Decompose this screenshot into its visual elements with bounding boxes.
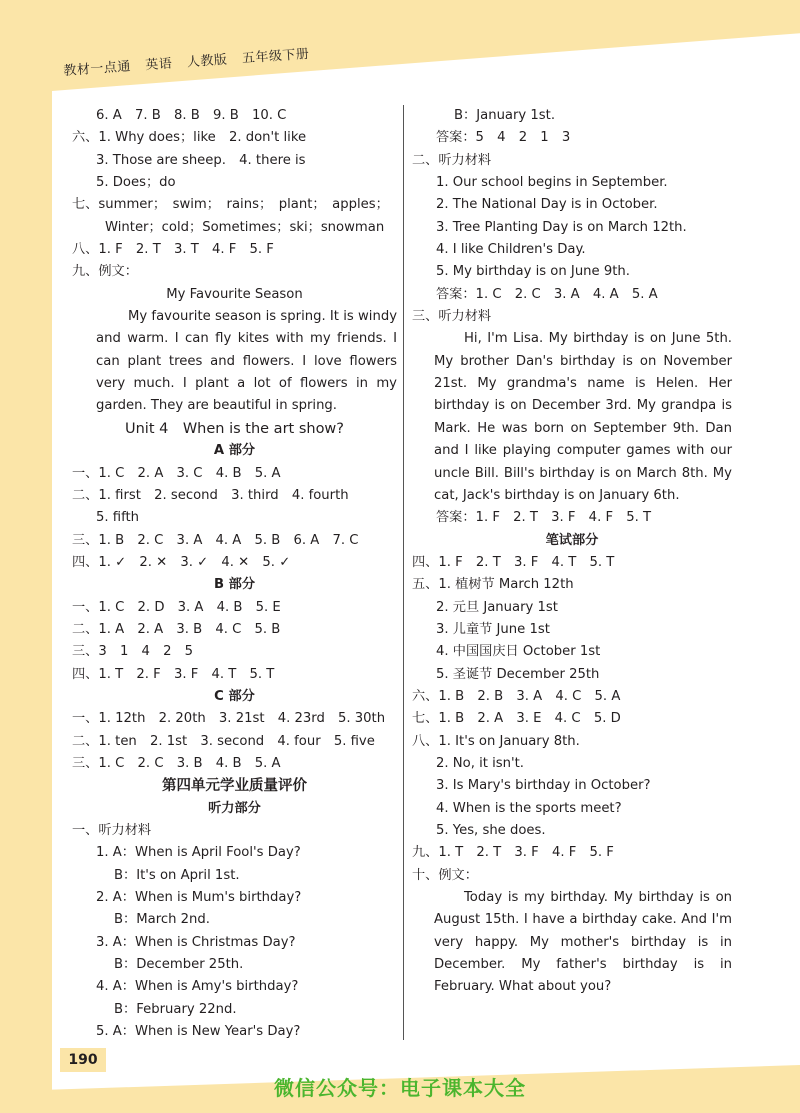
essay-title: My Favourite Season	[166, 286, 303, 302]
dialogue-line: B：December 25th.	[114, 957, 244, 973]
answer-line: 一、1. C 2. D 3. A 4. B 5. E	[72, 599, 281, 615]
essay-paragraph: My favourite season is spring. It is windy and warm. I can fly kites with my friends. I can plant trees and flowers. I love flowers very much. I plant a lot of flowers in my garden. They are beautiful in spring.	[96, 309, 397, 414]
answer-line: 答案：1. F 2. T 3. F 4. F 5. T	[436, 510, 652, 526]
answer-line: 八、1. It's on January 8th.	[412, 733, 580, 749]
listening-line: 3. Tree Planting Day is on March 12th.	[436, 219, 687, 235]
answer-line: 3. Those are sheep. 4. there is	[96, 152, 306, 168]
answer-line: 三、1. B 2. C 3. A 4. A 5. B 6. A 7. C	[72, 532, 359, 548]
answer-line: 七、summer； swim； rains； plant； apples；	[72, 197, 389, 213]
watermark: 微信公众号：电子课本大全	[274, 1076, 526, 1100]
answer-line: 二、听力材料	[412, 152, 492, 168]
answer-line: 4. When is the sports meet?	[436, 800, 622, 816]
answer-line: 一、听力材料	[72, 823, 152, 838]
dialogue-line: 2. A：When is Mum's birthday?	[96, 890, 302, 906]
answer-line: 3. 儿童节 June 1st	[436, 621, 550, 637]
answer-line: 十、例文：	[412, 867, 478, 883]
answer-line: 九、例文：	[72, 264, 138, 280]
answer-line: 3. Is Mary's birthday in October?	[436, 778, 651, 794]
dialogue-line: 1. A：When is April Fool's Day?	[96, 845, 301, 861]
listening-heading: 听力部分	[208, 800, 261, 816]
section-a-heading: A 部分	[213, 443, 256, 459]
answer-line: 四、1. ✓ 2. ✕ 3. ✓ 4. ✕ 5. ✓	[72, 554, 291, 570]
answer-line: 四、1. F 2. T 3. F 4. T 5. T	[412, 554, 615, 570]
answer-line: 二、1. A 2. A 3. B 4. C 5. B	[72, 621, 281, 637]
answer-line: 八、1. F 2. T 3. T 4. F 5. F	[72, 242, 274, 258]
answer-line: 七、1. B 2. A 3. E 4. C 5. D	[412, 711, 621, 727]
answer-line: 5. fifth	[96, 510, 140, 526]
section-c-heading: C 部分	[214, 688, 255, 704]
answer-line: 三、听力材料	[412, 309, 492, 325]
answer-line: Winter；cold；Sometimes；ski；snowman	[105, 219, 385, 235]
listening-passage: Hi, I'm Lisa. My birthday is on June 5th. My brother Dan's birthday is on November 21st. My grandma's name is Helen. Her birthday is on December 3rd. My grandpa is Mark. He was born on September 9th. Dan and I like playing computer games with our uncle Bill. Bill's birthday is on March 8th. My cat, Jack's birthday is on January 6th.	[434, 331, 732, 503]
column-divider	[403, 105, 404, 1040]
right-column	[412, 105, 732, 999]
section-b-heading: B 部分	[213, 577, 256, 593]
answer-line: 5. 圣诞节 December 25th	[436, 666, 600, 682]
header-subject: 英语	[144, 56, 173, 74]
listening-line: 5. My birthday is on June 9th.	[436, 264, 630, 280]
page-number: 190	[60, 1048, 106, 1072]
dialogue-line: 4. A：When is Amy's birthday?	[96, 979, 299, 995]
answer-line: 二、1. ten 2. 1st 3. second 4. four 5. five	[72, 733, 375, 749]
answer-line: 5. Does；do	[96, 175, 176, 191]
dialogue-line: 3. A：When is Christmas Day?	[96, 934, 296, 950]
answer-line: 三、1. C 2. C 3. B 4. B 5. A	[72, 755, 281, 771]
header-edition: 人教版	[186, 52, 228, 71]
answer-line: 六、1. Why does；like 2. don't like	[72, 130, 307, 146]
listening-line: 4. I like Children's Day.	[436, 242, 586, 258]
answer-line: 2. No, it isn't.	[436, 755, 524, 771]
answer-line: 六、1. B 2. B 3. A 4. C 5. A	[412, 688, 621, 704]
header-book: 教材一点通	[62, 59, 132, 79]
answer-line: 4. 中国国庆日 October 1st	[436, 644, 601, 660]
answer-line: 6. A 7. B 8. B 9. B 10. C	[96, 108, 287, 123]
answer-line: 九、1. T 2. T 3. F 4. F 5. F	[412, 845, 614, 861]
answer-line: 答案：1. C 2. C 3. A 4. A 5. A	[436, 286, 658, 302]
answer-line: 二、1. first 2. second 3. third 4. fourth	[72, 487, 349, 503]
answer-line: 5. Yes, she does.	[436, 823, 546, 838]
listening-line: 2. The National Day is in October.	[436, 197, 658, 213]
dialogue-line: B：March 2nd.	[114, 912, 210, 928]
essay-paragraph: Today is my birthday. My birthday is on August 15th. I have a birthday cake. And I'm very happy. My mother's birthday is in December. My father's birthday is in February. What about you?	[434, 890, 732, 995]
unit-title: Unit 4 When is the art show?	[124, 420, 344, 437]
answer-line: 一、1. 12th 2. 20th 3. 21st 4. 23rd 5. 30th	[72, 711, 386, 727]
answer-line: 一、1. C 2. A 3. C 4. B 5. A	[72, 465, 281, 481]
answer-line: 2. 元旦 January 1st	[436, 599, 558, 615]
answer-line: 答案：5 4 2 1 3	[436, 130, 571, 146]
header-grade: 五年级下册	[241, 46, 310, 67]
dialogue-line: B：February 22nd.	[114, 1001, 237, 1017]
dialogue-line: B：January 1st.	[454, 108, 556, 123]
answer-line: 五、1. 植树节 March 12th	[412, 577, 574, 593]
written-heading: 笔试部分	[545, 532, 599, 548]
evaluation-title: 第四单元学业质量评价	[162, 778, 307, 795]
listening-line: 1. Our school begins in September.	[436, 175, 668, 191]
answer-line: 四、1. T 2. F 3. F 4. T 5. T	[72, 666, 275, 682]
dialogue-line: B：It's on April 1st.	[114, 867, 240, 883]
answer-line: 三、3 1 4 2 5	[72, 644, 194, 660]
dialogue-line: 5. A：When is New Year's Day?	[96, 1024, 301, 1040]
left-column	[72, 105, 397, 1043]
